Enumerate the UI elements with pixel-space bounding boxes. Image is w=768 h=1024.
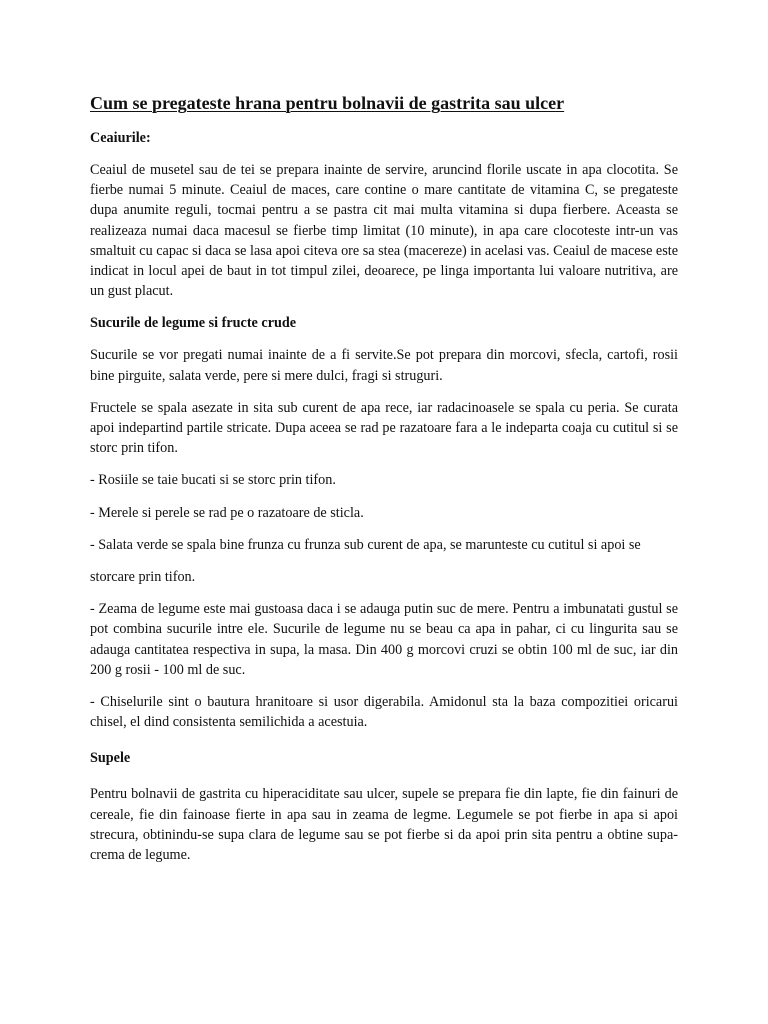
- document-page: [90, 92, 678, 877]
- paragraph-sucuri-3: - Rosiile se taie bucati si se storc prin tifon.: [90, 472, 336, 489]
- section-heading-supe: Supele: [90, 750, 131, 767]
- paragraph-sucuri-8: - Chiselurile sint o bautura hranitoare si usor digerabila. Amidonul sta la baza compozitiei oricarui chisel, el dind consistenta semilichida a acestuia.: [90, 694, 678, 731]
- section-heading-sucuri: Sucurile de legume si fructe crude: [90, 315, 297, 332]
- paragraph-sucuri-6: storcare prin tifon.: [90, 569, 196, 586]
- document-title: Cum se pregateste hrana pentru bolnavii de gastrita sau ulcer: [90, 93, 565, 113]
- paragraph-ceaiuri-1: Ceaiul de musetel sau de tei se prepara inainte de servire, aruncind florile uscate in apa clocotita. Se fierbe numai 5 minute. Ceaiul de maces, care contine o mare cantitate de vitamina C, se pregateste dupa anumite reguli, tocmai pentru a se pastra cit mai multa vitamina si dupa fierbere. Aceasta se realizeaza numai daca macesul se fierbe timp limitat (10 minute), in apa care clocoteste intr-un vas smaltuit cu capac si daca se lasa apoi citeva ore sa stea (macereze) in acelasi vas. Ceaiul de macese este indicat in locul apei de baut in tot timpul zilei, deoarece, pe linga importanta lui valoare nutritiva, are un gust placut.: [90, 162, 678, 300]
- section-heading-ceaiuri: Ceaiurile:: [90, 130, 151, 146]
- paragraph-sucuri-7: - Zeama de legume este mai gustoasa daca i se adauga putin suc de mere. Pentru a imbunatati gustul se pot combina sucurile intre ele. Sucurile de legume nu se beau ca apa in pahar, ci cu lingurita sau se adauga cantitatea respectiva in supa, la masa. Din 400 g morcovi cruzi se obtin 100 ml de suc, iar din 200 g rosii - 100 ml de suc.: [90, 601, 678, 678]
- paragraph-sucuri-5: - Salata verde se spala bine frunza cu frunza sub curent de apa, se marunteste cu cutitul si apoi se: [90, 536, 641, 553]
- paragraph-sucuri-4: - Merele si perele se rad pe o razatoare de sticla.: [90, 504, 364, 521]
- paragraph-supe-1: Pentru bolnavii de gastrita cu hiperaciditate sau ulcer, supele se prepara fie din lapte, fie din fainuri de cereale, fie din fainoase fierte in apa sau in zeama de legme. Legumele se pot fierbe in apa si apoi strecura, obtinindu-se supa clara de legume sau se pot fierbe si da apoi prin sita pentru a obtine supa-crema de legume.: [90, 786, 678, 864]
- paragraph-sucuri-1: Sucurile se vor pregati numai inainte de a fi servite.Se pot prepara din morcovi, sfecla, cartofi, rosii bine pirguite, salata verde, pere si mere dulci, fragi si struguri.: [90, 347, 678, 384]
- paragraph-sucuri-2: Fructele se spala asezate in sita sub curent de apa rece, iar radacinoasele se spala cu peria. Se curata apoi indepartind partile stricate. Dupa aceea se rad pe razatoare fara a le indeparta coaja cu cutitul si se storc prin tifon.: [90, 399, 678, 457]
